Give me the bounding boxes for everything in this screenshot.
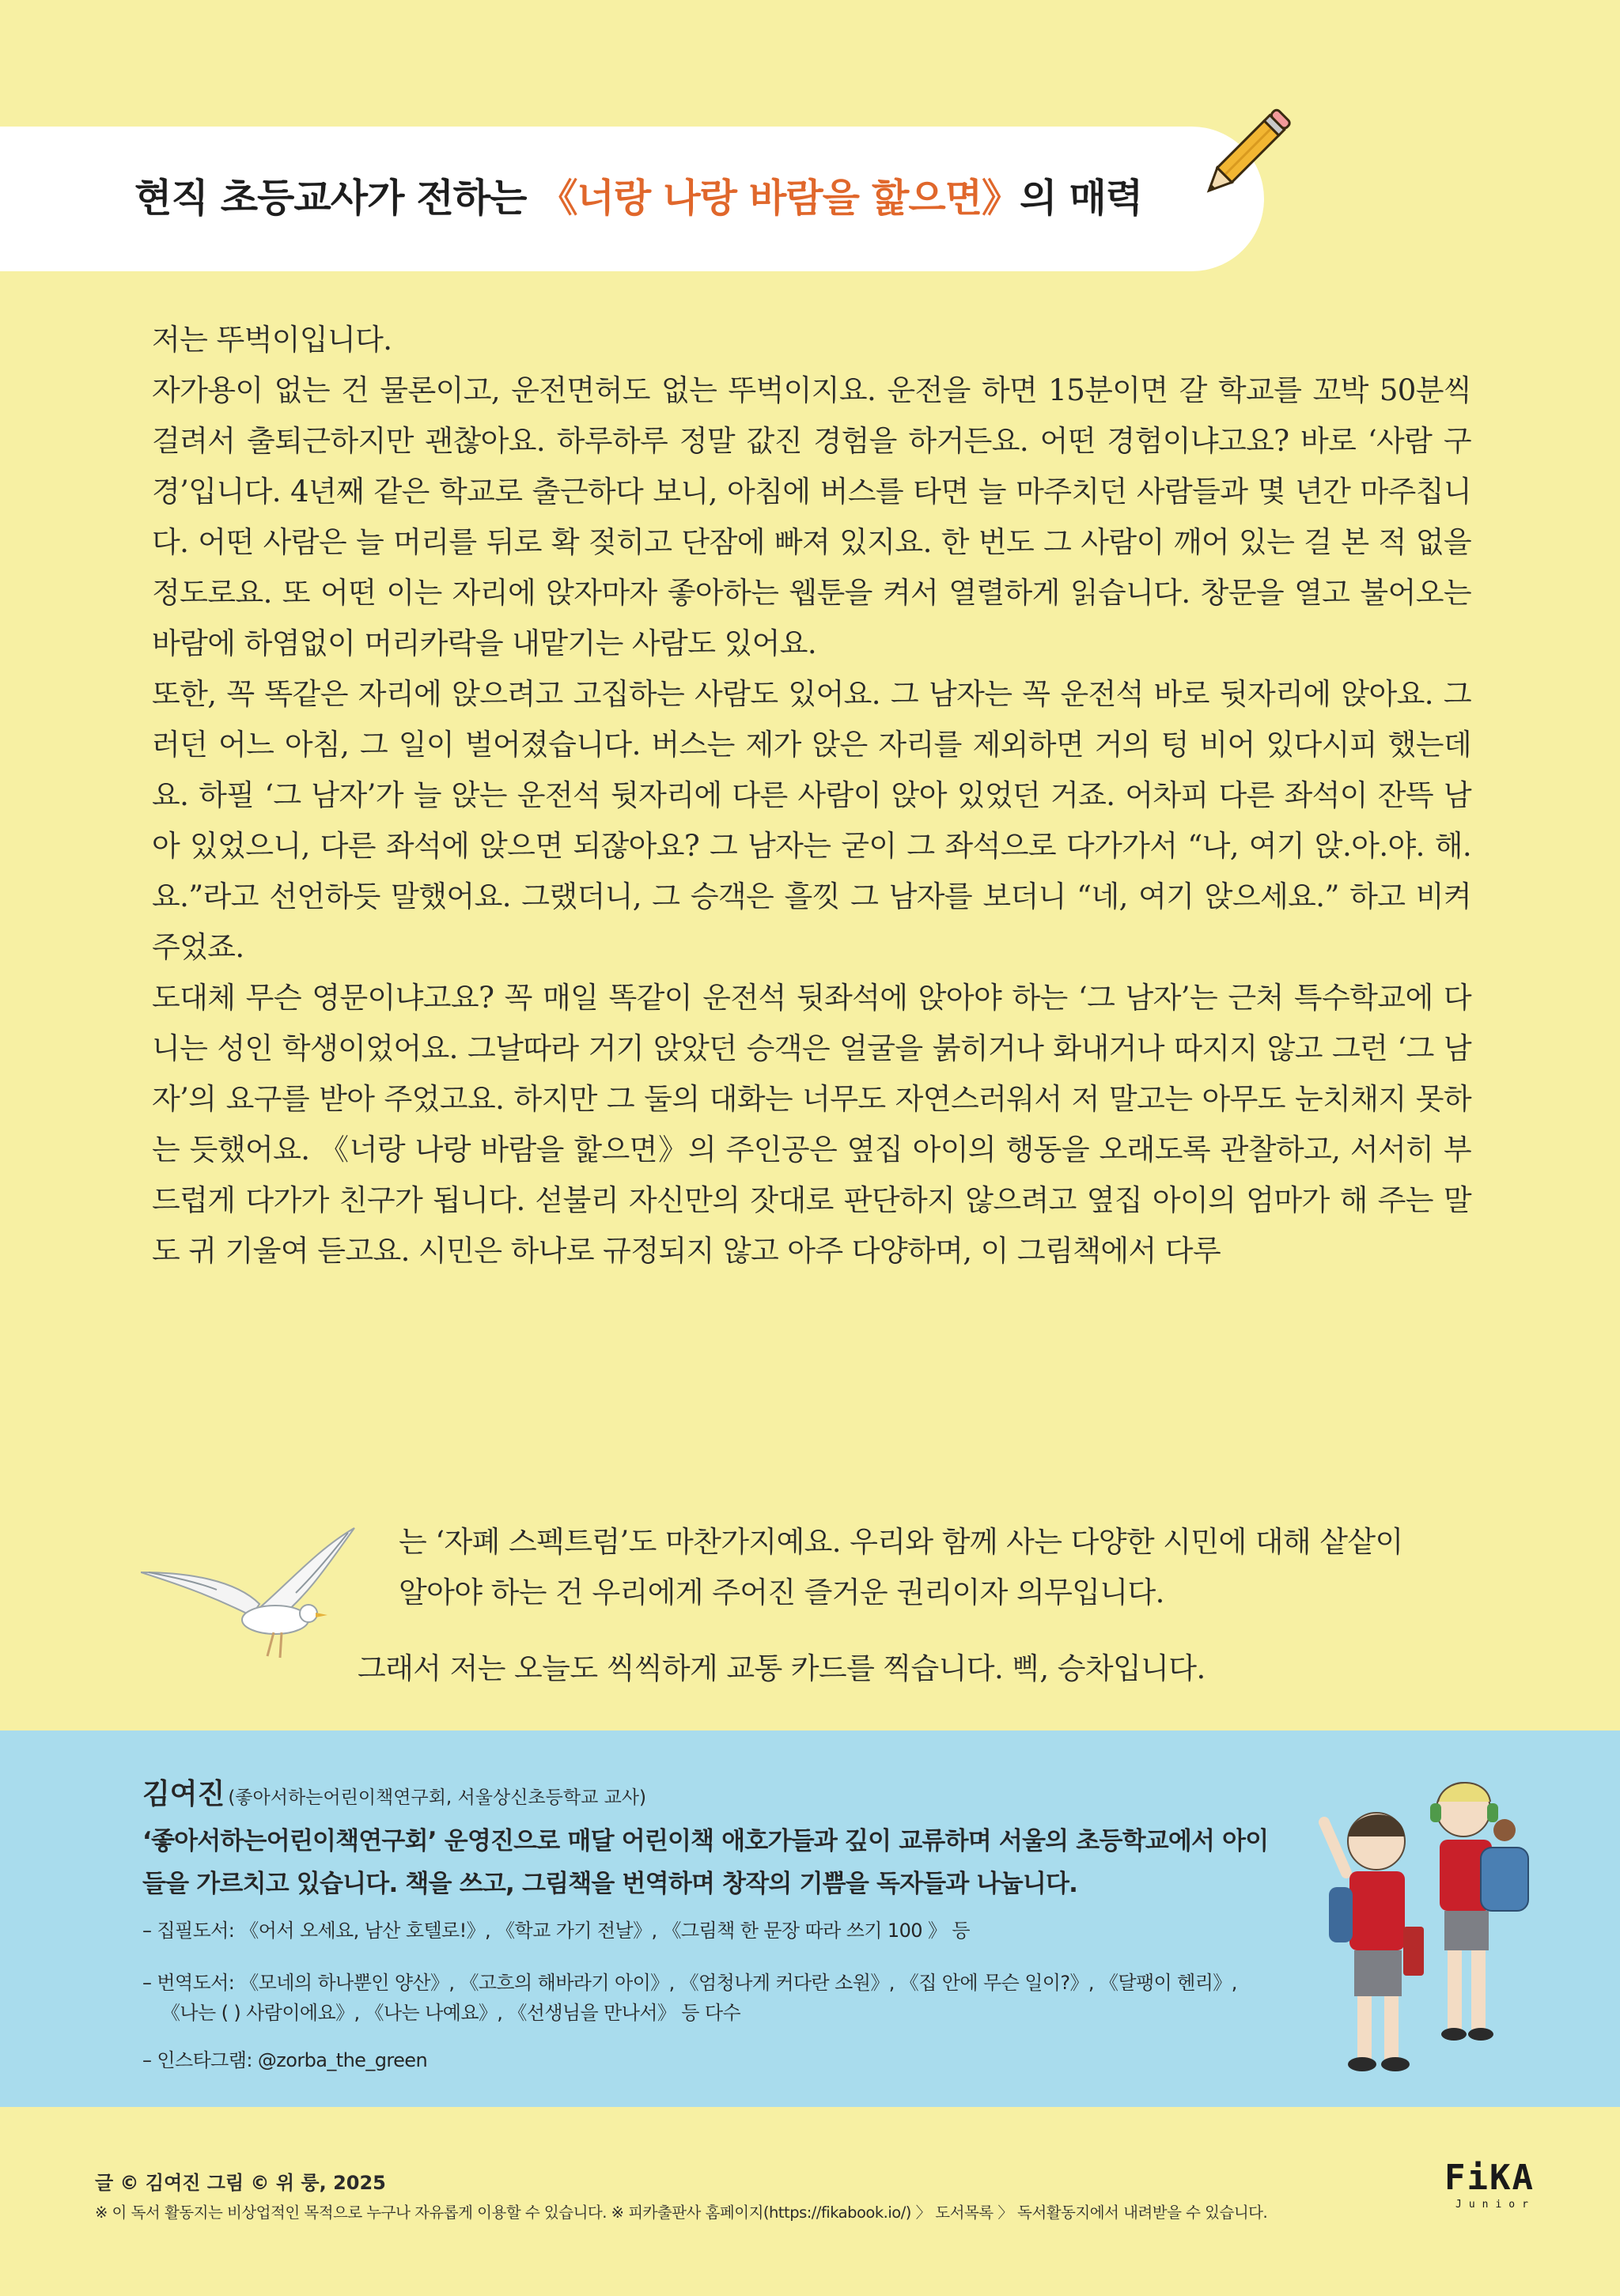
author-info-panel bbox=[0, 1731, 1620, 2107]
author-bio: ‘좋아서하는어린이책연구회’ 운영진으로 매달 어린이책 애호가들과 깊이 교류하며 서울의 초등학교에서 아이들을 가르치고 있습니다. 책을 쓰고, 그림책을 번역하며 창작의 기쁨을 독자들과 나눕니다. bbox=[142, 1827, 1269, 1898]
paragraph-2: 자가용이 없는 건 물론이고, 운전면허도 없는 뚜벅이지요. 운전을 하면 15분이면 갈 학교를 꼬박 50분씩 걸려서 출퇴근하지만 괜찮아요. 하루하루 정말 값진 경험을 하거든요. 어떤 경험이냐고요? 바로 ‘사람 구경’입니다. 4년째 같은 학교로 출근하다 보니, 아침에 버스를 타면 늘 마주치던 사람들과 몇 년간 마주칩니다. 어떤 사람은 늘 머리를 뒤로 확 젖히고 단잠에 빠져 있지요. 한 번도 그 사람이 깨어 있는 걸 본 적 없을 정도로요. 또 어떤 이는 자리에 앉자마자 좋아하는 웹툰을 켜서 열렬하게 읽습니다. 창문을 열고 불어오는 바람에 하염없이 머리카락을 내맡기는 사람도 있어요. bbox=[152, 373, 1471, 660]
paragraph-4-tail bbox=[399, 1517, 1471, 1618]
title-suffix: 의 매력 bbox=[1020, 176, 1143, 221]
seagull-illustration bbox=[141, 1517, 370, 1675]
paragraph-4: 도대체 무슨 영문이냐고요? 꼭 매일 똑같이 운전석 뒷좌석에 앉아야 하는 ‘그 남자’는 근처 특수학교에 다니는 성인 학생이었어요. 그날따라 거기 앉았던 승객은 얼굴을 붉히거나 화내거나 따지지 않고 그런 ‘그 남자’의 요구를 받아 주었고요. 하지만 그 둘의 대화는 너무도 자연스러워서 저 말고는 아무도 눈치채지 못하는 듯했어요. 《너랑 나랑 바람을 핥으면》의 주인공은 옆집 아이의 행동을 오래도록 관찰하고, 서서히 부드럽게 다가가 친구가 됩니다. 섣불리 자신만의 잣대로 판단하지 않으려고 옆집 아이의 엄마가 해 주는 말도 귀 기울여 듣고요. 시민은 하나로 규정되지 않고 아주 다양하며, 이 그림책에서 다루 bbox=[152, 981, 1471, 1268]
title-prefix: 현직 초등교사가 전하는 bbox=[134, 176, 539, 221]
logo-subtitle: Junior bbox=[1455, 2199, 1535, 2211]
essay-body bbox=[152, 315, 1471, 1277]
page-title bbox=[134, 168, 1142, 223]
translated-books-line-2: 《나는 ( ) 사람이에요》, 《나는 나예요》, 《선생님을 만나서》 등 다수 bbox=[161, 2002, 741, 2024]
paragraph-4-tail-line-2: 알아야 하는 건 우리에게 주어진 즐거운 권리이자 의무입니다. bbox=[399, 1575, 1164, 1609]
paragraph-5: 그래서 저는 오늘도 씩씩하게 교통 카드를 찍습니다. 삑, 승차입니다. bbox=[358, 1651, 1206, 1685]
paragraph-4-tail-line-1: 는 ‘자폐 스펙트럼’도 마찬가지예요. 우리와 함께 사는 다양한 시민에 대해 샅샅이 bbox=[399, 1525, 1403, 1559]
logo-wordmark: FiKA bbox=[1444, 2158, 1535, 2198]
usage-notice: ※ 이 독서 활동지는 비상업적인 목적으로 누구나 자유롭게 이용할 수 있습니다. ※ 피카출판사 홈페이지(https://fikabook.io/) 〉 도서목록 〉 독서활동지에서 내려받을 수 있습니다. bbox=[95, 2203, 1268, 2222]
fika-junior-logo bbox=[1444, 2158, 1547, 2229]
pencil-icon bbox=[1187, 101, 1297, 212]
children-illustration bbox=[1297, 1754, 1558, 2086]
author-affiliation: (좋아서하는어린이책연구회, 서울상신초등학교 교사) bbox=[228, 1787, 647, 1808]
author-line bbox=[142, 1772, 646, 1812]
written-books: – 집필도서: 《어서 오세요, 남산 호텔로!》, 《학교 가기 전날》, 《그림책 한 문장 따라 쓰기 100 》 등 bbox=[142, 1920, 970, 1942]
paragraph-5-block bbox=[358, 1644, 1465, 1694]
paragraph-3: 또한, 꼭 똑같은 자리에 앉으려고 고집하는 사람도 있어요. 그 남자는 꼭 운전석 바로 뒷자리에 앉아요. 그러던 어느 아침, 그 일이 벌어졌습니다. 버스는 제가 앉은 자리를 제외하면 거의 텅 비어 있다시피 했는데요. 하필 ‘그 남자’가 늘 앉는 운전석 뒷자리에 다른 사람이 앉아 있었던 거죠. 어차피 다른 좌석이 잔뜩 남아 있었으니, 다른 좌석에 앉으면 되잖아요? 그 남자는 굳이 그 좌석으로 다가가서 “나, 여기 앉.아.야. 해.요.”라고 선언하듯 말했어요. 그랬더니, 그 승객은 흘낏 그 남자를 보더니 “네, 여기 앉으세요.” 하고 비켜 주었죠. bbox=[152, 677, 1471, 964]
author-name: 김여진 bbox=[142, 1778, 225, 1810]
copyright-line: 글 © 김여진 그림 © 위 룽, 2025 bbox=[95, 2172, 386, 2194]
instagram-handle: – 인스타그램: @zorba_the_green bbox=[142, 2049, 428, 2071]
paragraph-1: 저는 뚜벅이입니다. bbox=[152, 323, 392, 357]
translated-books-line-1: – 번역도서: 《모네의 하나뿐인 양산》, 《고흐의 해바라기 아이》, 《엄청나게 커다란 소원》, 《집 안에 무슨 일이?》, 《달팽이 헨리》, bbox=[142, 1972, 1237, 1994]
title-book-name: 《너랑 나랑 바람을 핥으면》 bbox=[539, 176, 1020, 221]
